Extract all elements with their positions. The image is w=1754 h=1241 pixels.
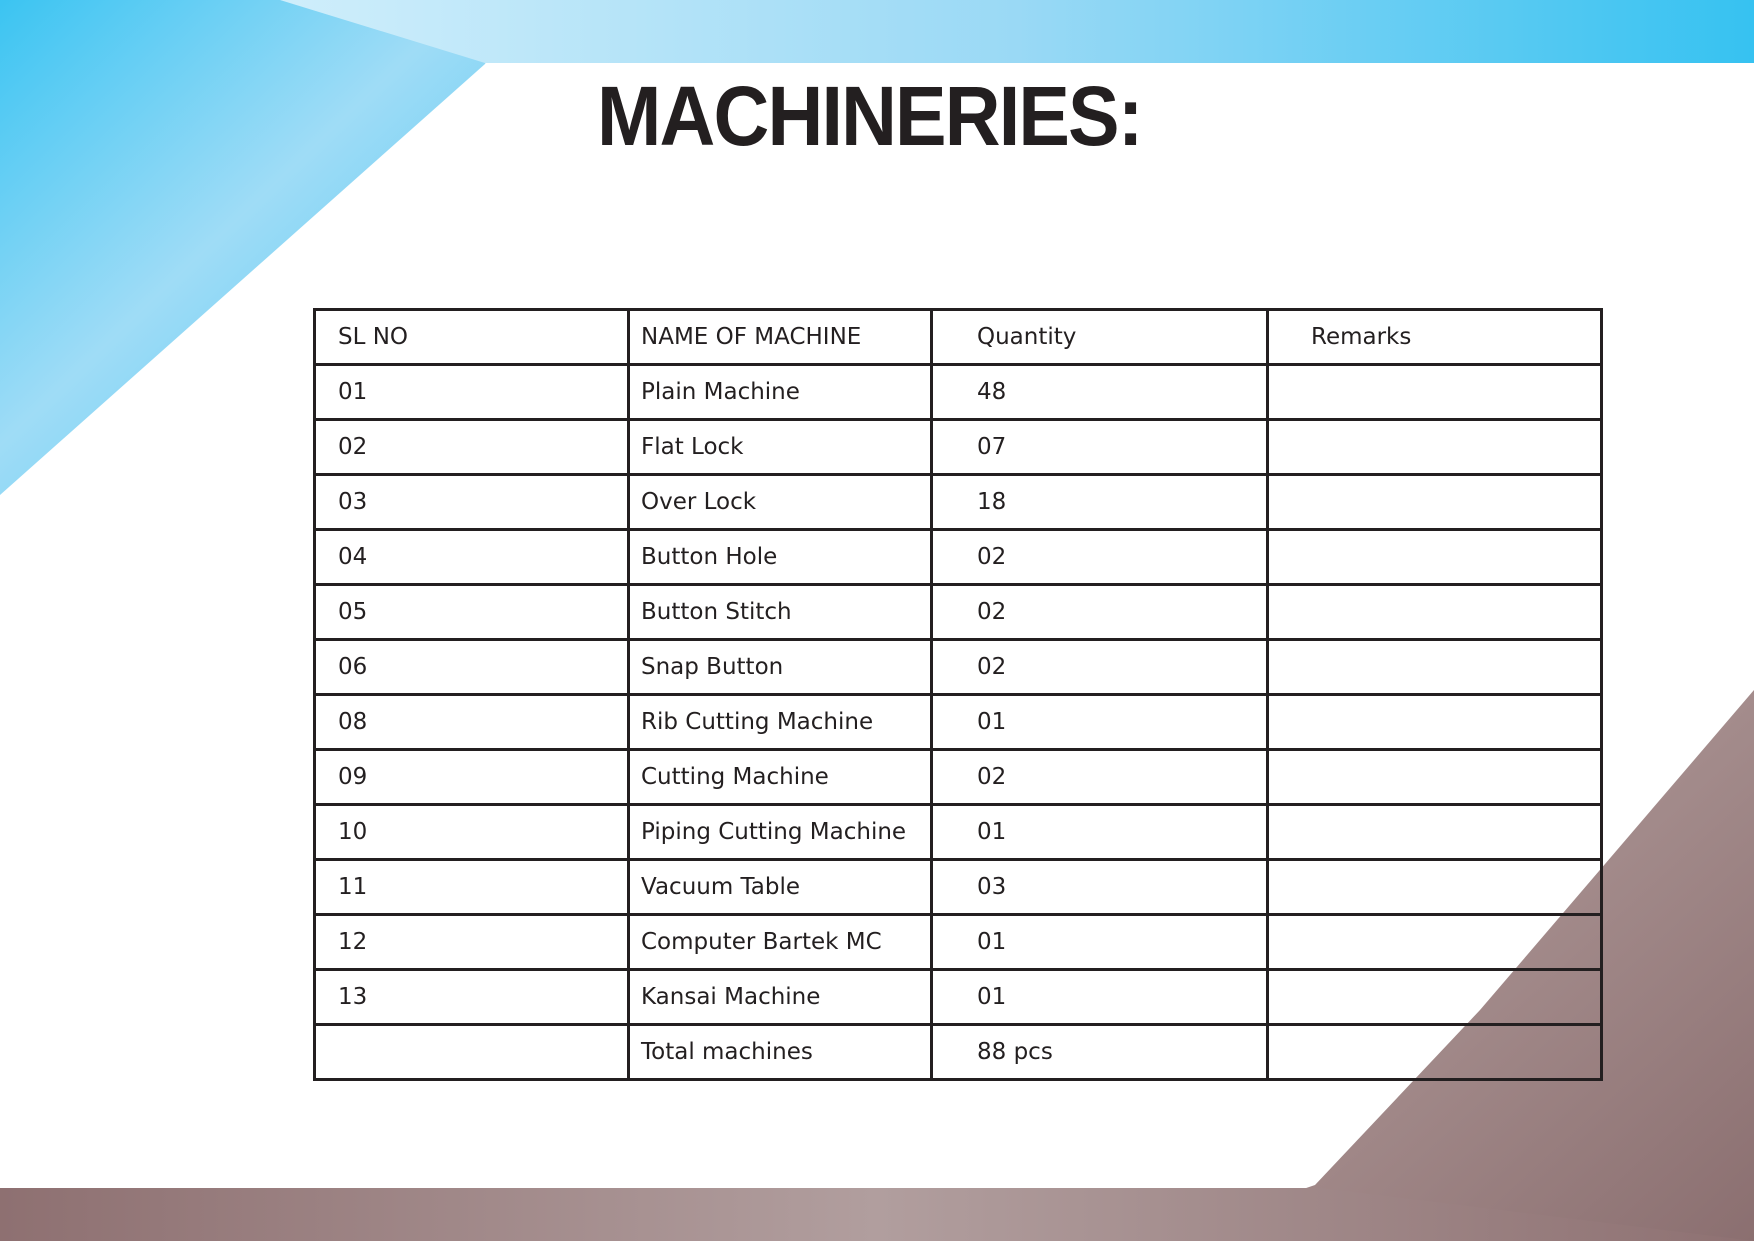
cell-quantity: 01 <box>932 970 1268 1025</box>
table-row <box>315 585 1602 640</box>
cell-sl-no: 04 <box>315 530 629 585</box>
cell-machine-name: Vacuum Table <box>629 860 932 915</box>
cell-quantity: 18 <box>932 475 1268 530</box>
cell-machine-name: Flat Lock <box>629 420 932 475</box>
table-row <box>315 695 1602 750</box>
table-row <box>315 750 1602 805</box>
cell-quantity: 02 <box>932 585 1268 640</box>
table-row <box>315 970 1602 1025</box>
cell-sl-no: 12 <box>315 915 629 970</box>
cell-sl-no: 03 <box>315 475 629 530</box>
cell-remarks <box>1268 915 1602 970</box>
cell-sl-no: 02 <box>315 420 629 475</box>
cell-sl-no: 08 <box>315 695 629 750</box>
table-row <box>315 365 1602 420</box>
page-title: MACHINERIES: <box>597 69 1142 163</box>
cell-sl-no: 13 <box>315 970 629 1025</box>
cell-machine-name: Button Stitch <box>629 585 932 640</box>
cell-machine-name: Plain Machine <box>629 365 932 420</box>
table-row <box>315 530 1602 585</box>
cell-quantity: 03 <box>932 860 1268 915</box>
cell-quantity: 02 <box>932 750 1268 805</box>
cell-remarks <box>1268 695 1602 750</box>
table-row <box>315 420 1602 475</box>
table-header-row <box>315 310 1602 365</box>
cell-machine-name: Cutting Machine <box>629 750 932 805</box>
cell-remarks <box>1268 420 1602 475</box>
cell-remarks <box>1268 860 1602 915</box>
cell-quantity: 02 <box>932 640 1268 695</box>
cell-sl-no: 11 <box>315 860 629 915</box>
header-quantity: Quantity <box>932 310 1268 365</box>
cell-quantity: 01 <box>932 695 1268 750</box>
cell-remarks <box>1268 1025 1602 1080</box>
cell-remarks <box>1268 970 1602 1025</box>
cell-machine-name: Button Hole <box>629 530 932 585</box>
cell-quantity: 01 <box>932 915 1268 970</box>
cell-sl-no: 10 <box>315 805 629 860</box>
cell-machine-name: Rib Cutting Machine <box>629 695 932 750</box>
cell-sl-no: 06 <box>315 640 629 695</box>
header-remarks: Remarks <box>1268 310 1602 365</box>
cell-machine-name: Computer Bartek MC <box>629 915 932 970</box>
cell-quantity: 48 <box>932 365 1268 420</box>
header-sl-no: SL NO <box>315 310 629 365</box>
cell-sl-no: 09 <box>315 750 629 805</box>
table-row <box>315 640 1602 695</box>
cell-remarks <box>1268 530 1602 585</box>
cell-machine-name: Snap Button <box>629 640 932 695</box>
cell-machine-name: Kansai Machine <box>629 970 932 1025</box>
cell-remarks <box>1268 585 1602 640</box>
cell-remarks <box>1268 640 1602 695</box>
cell-quantity: 02 <box>932 530 1268 585</box>
cell-quantity: 01 <box>932 805 1268 860</box>
cell-sl-no: 05 <box>315 585 629 640</box>
cell-machine-name: Piping Cutting Machine <box>629 805 932 860</box>
table-row <box>315 915 1602 970</box>
cell-remarks <box>1268 805 1602 860</box>
table-row <box>315 1025 1602 1080</box>
cell-sl-no: 01 <box>315 365 629 420</box>
cell-remarks <box>1268 750 1602 805</box>
cell-quantity: 07 <box>932 420 1268 475</box>
cell-remarks <box>1268 475 1602 530</box>
cell-quantity: 88 pcs <box>932 1025 1268 1080</box>
cell-machine-name: Over Lock <box>629 475 932 530</box>
machinery-table <box>313 308 1603 1081</box>
cell-machine-name: Total machines <box>629 1025 932 1080</box>
table-row <box>315 860 1602 915</box>
header-machine-name: NAME OF MACHINE <box>629 310 932 365</box>
table-row <box>315 475 1602 530</box>
table-row <box>315 805 1602 860</box>
cell-remarks <box>1268 365 1602 420</box>
cell-sl-no <box>315 1025 629 1080</box>
